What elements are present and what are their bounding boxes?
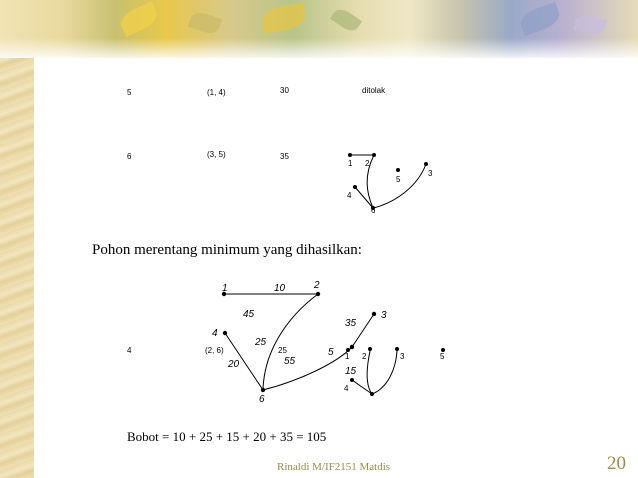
node-label: 3 <box>400 352 405 361</box>
node-label: 1 <box>345 352 350 361</box>
graph-node <box>223 331 227 335</box>
edge-weight: 15 <box>345 366 357 377</box>
graph-node <box>372 312 376 316</box>
total-weight-text: Bobot = 10 + 25 + 15 + 20 + 35 = 105 <box>127 429 327 444</box>
node-label: 6 <box>259 394 265 405</box>
node-label: 5 <box>440 352 445 361</box>
graph-node <box>395 347 399 351</box>
row-weight: 25 <box>278 346 287 355</box>
row-weight: 30 <box>280 86 289 95</box>
node-label: 6 <box>371 206 376 215</box>
node-label: 1 <box>222 283 228 294</box>
edge-weight: 45 <box>243 309 255 320</box>
node-label: 1 <box>348 159 353 168</box>
row-step: 6 <box>127 152 132 161</box>
graph-node <box>350 345 354 349</box>
edge-weight: 20 <box>228 359 240 370</box>
row-step: 4 <box>127 346 132 355</box>
row-weight: 35 <box>280 152 289 161</box>
row-edge: (1, 4) <box>207 88 226 97</box>
node-label: 4 <box>347 191 352 200</box>
row-edge: (2, 6) <box>205 346 224 355</box>
node-label: 4 <box>212 328 218 339</box>
row-edge: (3, 5) <box>207 150 226 159</box>
edge-weight: 10 <box>274 283 286 294</box>
page-number: 20 <box>607 453 626 474</box>
footer-credit: Rinaldi M/IF2151 Matdis <box>277 461 391 473</box>
node-label: 3 <box>381 310 387 321</box>
node-label: 5 <box>328 347 334 358</box>
graph-node <box>368 347 372 351</box>
graph-node <box>370 392 374 396</box>
edge-weight: 55 <box>284 356 296 367</box>
row-status: ditolak <box>362 86 386 95</box>
edge-weight: 25 <box>255 337 267 348</box>
node-label: 4 <box>344 384 349 393</box>
node-label: 3 <box>428 169 433 178</box>
graph-node <box>261 388 265 392</box>
node-label: 2 <box>365 159 370 168</box>
graph-node <box>316 292 320 296</box>
node-label: 2 <box>314 280 320 291</box>
node-label: 5 <box>396 175 401 184</box>
mst-caption: Pohon merentang minimum yang dihasilkan: <box>92 242 362 258</box>
node-label: 2 <box>362 352 367 361</box>
graph-node <box>350 378 354 382</box>
edge-weight: 35 <box>345 318 357 329</box>
row-step: 5 <box>127 88 132 97</box>
